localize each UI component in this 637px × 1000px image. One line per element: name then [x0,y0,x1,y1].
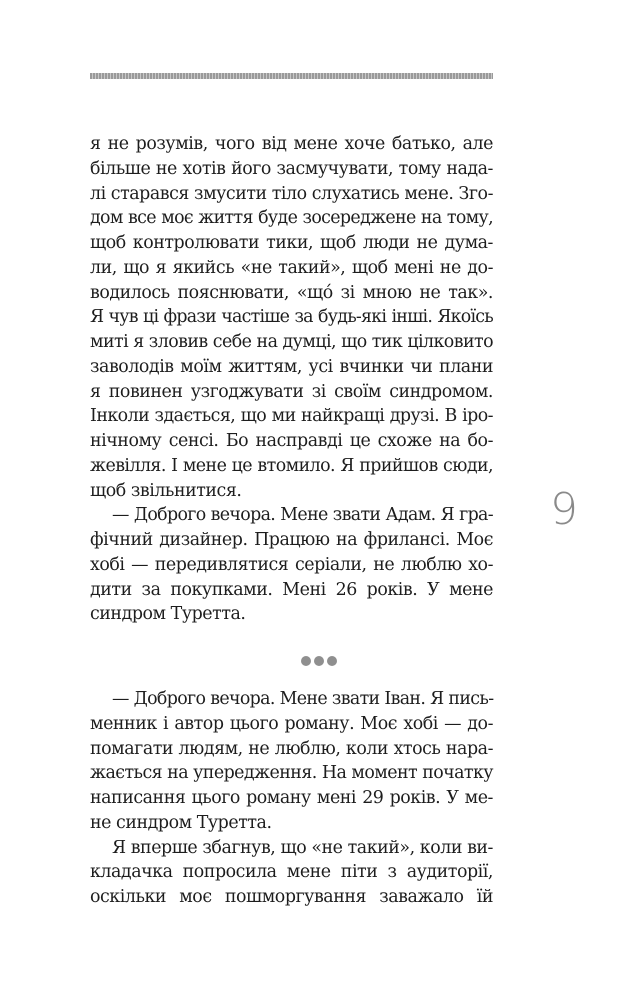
text-line: водилось пояснювати, «щó зі мною не так». [90,282,493,303]
text-line: оскільки моє пошморгування заважало їй [90,887,493,907]
text-line: ли, що я якийсь «не такий», щоб мені не до- [90,257,493,278]
text-line: жевілля. І мене це втомило. Я прийшов сюди, [90,455,493,476]
text-line: дом все моє життя буде зосереджене на тому, [90,208,493,229]
text-line: лі старався змусити тіло слухатись мене. Зго- [90,183,493,204]
text-block-1 [90,132,493,627]
text-line: щоб контролювати тики, щоб люди не дума- [90,233,493,253]
section-break-ornament [0,651,637,663]
text-line: хобі — передивлятися серіали, не люблю хо- [90,554,493,575]
text-line: більше не хотів його засмучувати, тому нада- [90,158,493,179]
text-line: Інколи здається, що ми найкращі друзі. В іро- [90,406,493,427]
text-block-2 [90,687,493,910]
text-line: дити за покупками. Мені 26 років. У мене [90,579,493,600]
page-number: 9 [550,484,578,535]
ornament-dot-icon [327,656,337,666]
text-line: нічному сенсі. Бо насправді це схоже на бо- [90,431,493,451]
text-line: Я вперше збагнув, що «не такий», коли ви- [112,837,493,858]
text-line: менник і автор цього роману. Моє хобі — до- [90,713,493,734]
text-line: щоб звільнитися. [90,480,242,501]
ornament-dot-icon [314,656,324,666]
ornament-dot-icon [301,656,311,666]
header-rule [90,73,493,79]
text-line: — Доброго вечора. Мене звати Адам. Я гра- [112,505,493,526]
text-line: не синдром Туретта. [90,812,272,833]
text-line: синдром Туретта. [90,604,246,625]
text-line: — Доброго вечора. Мене звати Іван. Я пись- [112,689,494,709]
text-line: кладачка попросила мене піти з аудиторії, [90,862,493,883]
text-line: помагати людям, не люблю, коли хтось нара- [90,738,493,759]
text-line: миті я зловив себе на думці, що тик цілковито [90,332,493,352]
text-line: я не розумів, чого від мене хоче батько, але [90,134,493,154]
text-line: заволодів моїм життям, усі вчинки чи плани [90,356,493,377]
text-line: Я чув ці фрази частіше за будь-які інші. Якоїсь [90,307,493,328]
text-line: жається на упередження. На момент початку [90,763,493,784]
text-line: фічний дизайнер. Працюю на фрилансі. Моє [90,530,493,550]
text-line: я повинен узгоджувати зі своїм синдромом. [90,381,493,402]
text-line: написання цього роману мені 29 років. У ме- [90,788,493,808]
